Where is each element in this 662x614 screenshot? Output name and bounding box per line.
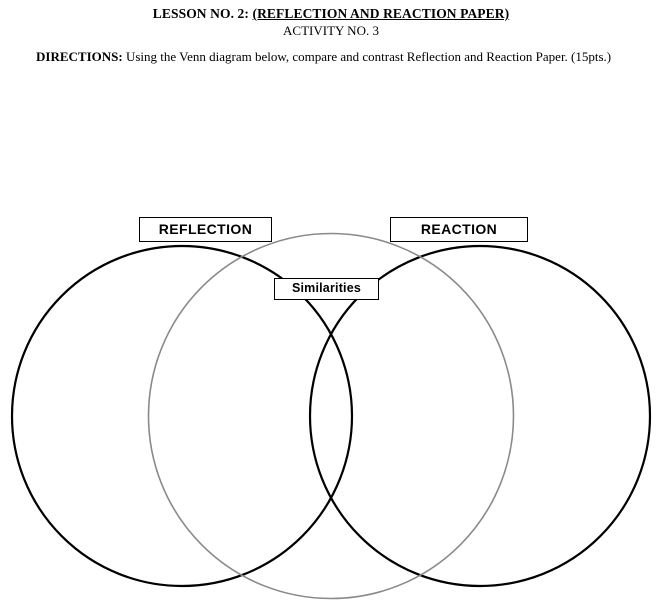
lesson-heading <box>0 6 662 22</box>
directions-paragraph <box>36 48 628 66</box>
directions-text: Using the Venn diagram below, compare and contrast Reflection and Reaction Paper. (15pts.) <box>122 49 612 64</box>
venn-label-reaction: REACTION <box>390 217 528 242</box>
page-header <box>0 6 662 39</box>
venn-circles <box>0 185 662 614</box>
activity-heading: ACTIVITY NO. 3 <box>283 23 379 38</box>
venn-label-similarities: Similarities <box>274 278 379 300</box>
venn-label-reflection: REFLECTION <box>139 217 272 242</box>
directions-label: DIRECTIONS: <box>36 49 123 64</box>
lesson-number: LESSON NO. 2: <box>152 6 249 21</box>
lesson-title: (REFLECTION AND REACTION PAPER) <box>252 6 510 21</box>
venn-diagram <box>0 185 662 614</box>
